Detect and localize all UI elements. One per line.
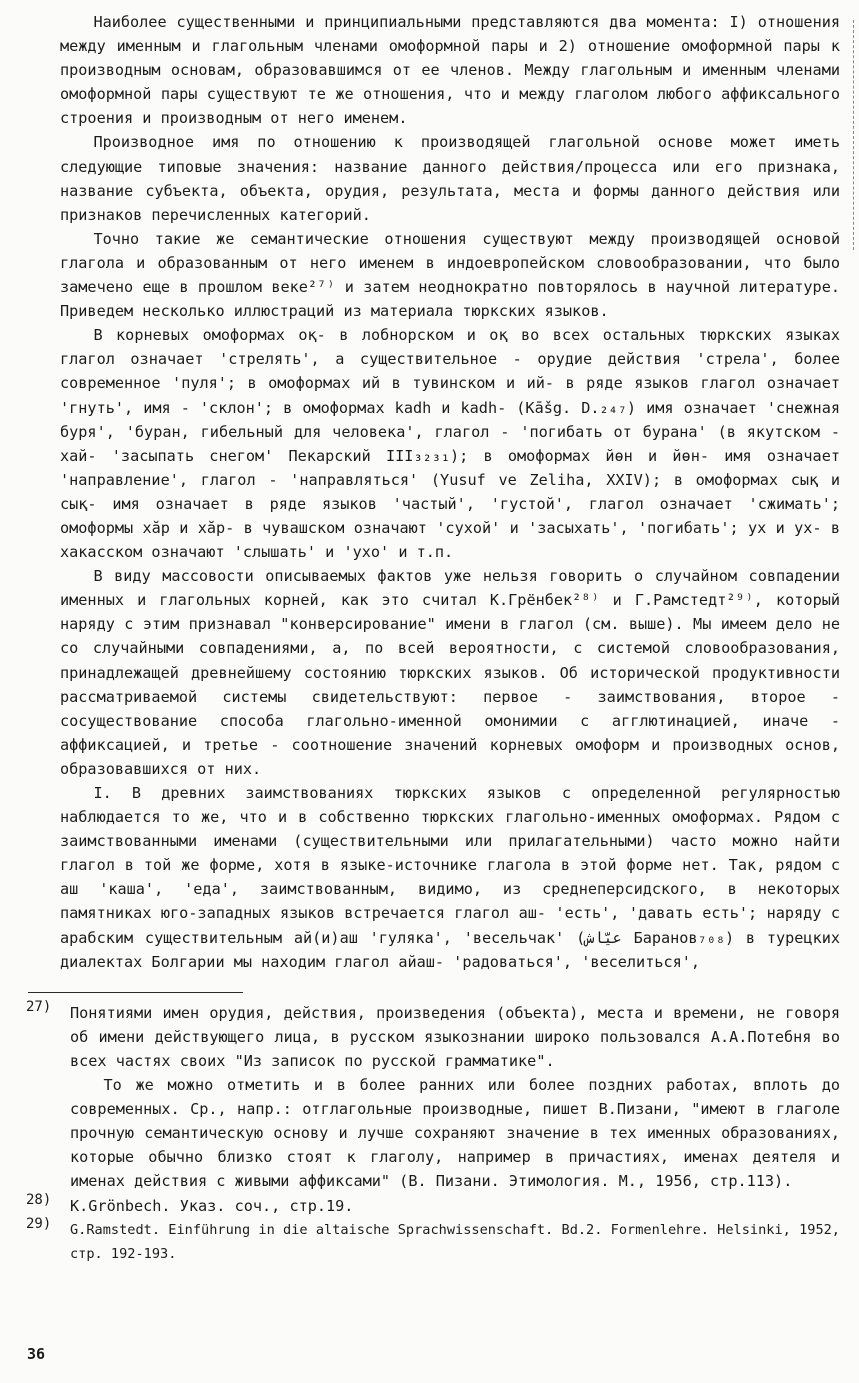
paragraph: Наиболее существенными и принципиальными представляются два момента: I) отношения между именным и глагольным членами омоформной пары и 2) отношение омоформной пары к производным основам, образовавшимся от ее членов. Между глагольным и именным членами омоформной пары существуют те же отношения, что и между глаголом любого аффиксального строения и производным от него именем. (60, 13, 840, 128)
footnote-number: 28) (26, 1191, 52, 1208)
footnote-number: 29) (26, 1215, 52, 1232)
footnote-text: G.Ramstedt. Einführung in die altaische Sprachwissenschaft. Bd.2. Formenlehre. Helsinki, 1952, стр. 192-193. (70, 1221, 840, 1262)
paragraph: В корневых омоформах оқ- в лобнорском и оқ во всех остальных тюркских языках глагол означает 'стрелять', а существительное - орудие действия 'стрела', более современное 'пуля'; в омоформах ий в тувинском и ий- в ряде языков глагол означает 'гнуть', имя - 'склон'; в омоформах kadh и kadh- (Kāšg. D.₂₄₇) имя означает 'снежная буря', 'буран, гибельный для человека', глагол - 'погибать от бурана' (в якутском - хай- 'засыпать снегом' Пекарский III₃₂₃₁); в омоформах йөн и йөн- имя означает 'направление', глагол - 'направляться' (Yusuf ve Zeliha, XXIV); в омоформах сық и сық- имя означает в ряде языков 'частый', 'густой', глагол означает 'сжимать'; омоформы хăр и хăр- в чувашском означают 'сухой' и 'засыхать', 'погибать'; ух и ух- в хакасском означают 'слышать' и 'ухо' и т.п. (60, 326, 840, 562)
margin-mark (853, 20, 854, 250)
paragraph: I. В древних заимствованиях тюркских языков с определенной регулярностью наблюдается то же, что и в собственно тюркских глагольно-именных омоформах. Рядом с заимствованными именами (существительными или прилагательными) часто можно найти глагол в той же форме, хотя в языке-источнике глагола в этой форме нет. Так, рядом с аш 'каша', 'еда', заимствованным, видимо, из среднеперсидского, в некоторых памятниках юго-западных языков встречается глагол аш- 'есть', 'давать есть'; наряду с арабским существительным ай(и)аш 'гуляка', 'весельчак' (عيّاش Баранов₇₀₈) в турецких диалектах Болгарии мы находим глагол айаш- 'радоваться', 'веселиться', (60, 784, 840, 971)
footnote-29 (26, 1215, 840, 1266)
page-number: 36 (27, 1345, 46, 1363)
footnote-27 (26, 998, 840, 1194)
footnote-text: Понятиями имен орудия, действия, произведения (объекта), места и времени, не говоря об имени действующего лица, в русском языкознании широко пользовался А.А.Потебня во всех частях своих "Из записок по русской грамматике". (70, 1003, 840, 1070)
footnote-number: 27) (26, 998, 52, 1015)
footnote-text: K.Grönbech. Указ. соч., стр.19. (70, 1196, 354, 1215)
footnote-text: То же можно отметить и в более ранних или более поздних работах, вплоть до современных. Ср., напр.: отглагольные производные, пишет В.Пизани, "имеют в глаголе прочную семантическую основу и лучше сохраняют значение в тех именных образованиях, которые обычно близко стоят к глаголу, например в причастиях, именах деятеля и именах действия с живыми аффиксами" (В. Пизани. Этимология. М., 1956, стр.113). (70, 1076, 840, 1191)
paragraph: Точно такие же семантические отношения существуют между производящей основой глагола и образованным от него именем в индоевропейском словообразовании, что было замечено еще в прошлом веке²⁷⁾ и затем неоднократно повторялось в научной литературе. Приведем несколько иллюстраций из материала тюркских языков. (60, 229, 840, 321)
page (26, 10, 840, 1266)
main-text (60, 10, 840, 974)
footnote-28 (26, 1191, 840, 1218)
paragraph: В виду массовости описываемых фактов уже нельзя говорить о случайном совпадении именных и глагольных корней, как это считал К.Грёнбек²⁸⁾ и Г.Рамстедт²⁹⁾, который наряду с этим признавал "конверсирование" имени в глагол (см. выше). Мы имеем дело не со случайными совпадениями, а, по всей вероятности, с системой словообразования, принадлежащей древнейшему состоянию тюркских языков. Об исторической продуктивности рассматриваемой системы свидетельствуют: первое - заимствования, второе - сосуществование способа глагольно-именной омонимии с агглютинацией, иначе - аффиксацией, и третье - соотношение значений корневых омоформ и производных основ, образовавшихся от них. (60, 567, 840, 778)
paragraph: Производное имя по отношению к производящей глагольной основе может иметь следующие типовые значения: название данного действия/процесса или его признака, название субъекта, объекта, орудия, результата, места и формы данного действия или признаков перечисленных категорий. (60, 133, 840, 224)
footnote-separator (28, 992, 243, 993)
